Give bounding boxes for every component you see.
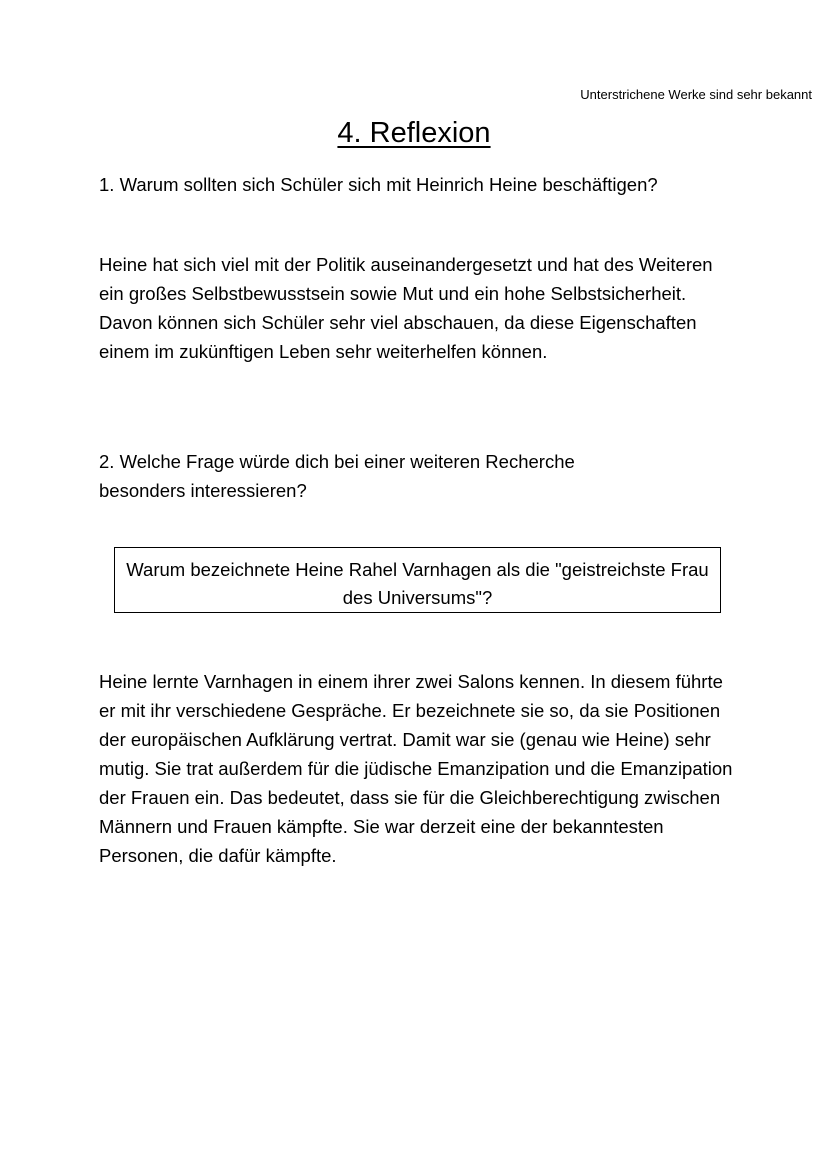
question-1: 1. Warum sollten sich Schüler sich mit Heinrich Heine beschäftigen?: [99, 174, 658, 195]
page-title: [0, 114, 828, 152]
header-note: Unterstrichene Werke sind sehr bekannt: [580, 87, 812, 102]
answer-2: Heine lernte Varnhagen in einem ihrer zwei Salons kennen. In diesem führte er mit ihr verschiedene Gespräche. Er bezeichnete sie so, da sie Positionen der europäischen Aufklärung vertrat. Damit war sie (genau wie Heine) sehr mutig. Sie trat außerdem für die jüdische Emanzipation und die Emanzipation der Frauen ein. Das bedeutet, dass sie für die Gleichberechtigung zwischen Männern und Frauen kämpfte. Sie war derzeit eine der bekanntesten Personen, die dafür kämpfte.: [99, 671, 733, 866]
research-question-text: Warum bezeichnete Heine Rahel Varnhagen als die "geistreichste Frau des Universums"?: [126, 559, 709, 608]
answer-1: Heine hat sich viel mit der Politik auseinandergesetzt und hat des Weiteren ein großes Selbstbewusstsein sowie Mut und ein hohe Selbstsicherheit. Davon können sich Schüler sehr viel abschauen, da diese Eigenschaften einem im zukünftigen Leben sehr weiterhelfen können.: [99, 254, 713, 362]
research-question-box: [114, 547, 721, 613]
page-title-text: 4. Reflexion: [337, 117, 491, 149]
question-2: 2. Welche Frage würde dich bei einer weiteren Recherche besonders interessieren?: [99, 451, 575, 501]
